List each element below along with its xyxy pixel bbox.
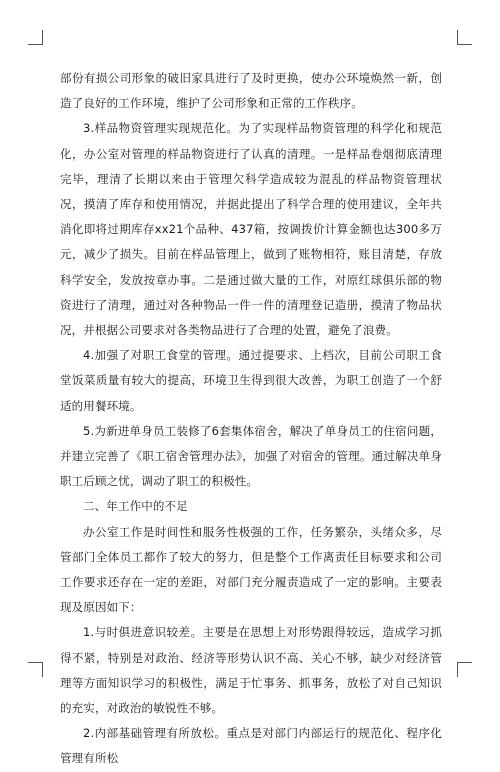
crop-mark-top-left — [28, 30, 43, 45]
paragraph-continued-environment: 部份有损公司形象的破旧家具进行了及时更换，使办公环境焕然一新，创造了良好的工作环境，维护了公司形象和正常的工作秩序。 — [60, 71, 442, 111]
crop-mark-bottom-right — [457, 662, 472, 677]
paragraph-sample-management: 3.样品物资管理实现规范化。为了实现样品物资管理的科学化和规范化，办公室对管理的样品物资进行了认真的清理。一是样品卷烟彻底清理完毕，理清了长期以来由于管理欠科学造成较为混乱的样品物资管理状况，摸清了库存和使用情况，并据此提出了科学合理的使用建议，全年共消化即将过期库存xx21个品种、437箱，按调拨价计算金额也达300多万元，减少了损失。目前在样品管理上，做到了账物相符，账目清楚，存放科学安全，发放按章办事。二是通过做大量的工作，对原红球俱乐部的物资进行了清理，通过对各种物品一件一件的清理登记造册，摸清了物品状况，并根据公司要求对各类物品进行了合理的处置，避免了浪费。 — [60, 121, 442, 338]
crop-mark-bottom-left — [28, 662, 43, 677]
document-body — [60, 66, 442, 772]
paragraph-awareness: 1.与时俱进意识较差。主要是在思想上对形势跟得较远，造成学习抓得不紧，特别是对政治、经济等形势认识不高、关心不够，缺少对经济管理等方面知识学习的积极性，满足于忙事务、抓事务，放松了对自己知识的充实，对政治的敏锐性不够。 — [60, 625, 442, 716]
section-heading-shortcomings: 二、年工作中的不足 — [83, 499, 188, 514]
paragraph-shortcomings-intro: 办公室工作是时间性和服务性极强的工作，任务繁杂，头绪众多，尽管部门全体员工都作了较大的努力，但是整个工作离责任目标要求和公司工作要求还存在一定的差距，对部门充分履责造成了一定的影响。主要表现及原因如下： — [60, 524, 442, 615]
crop-mark-top-right — [457, 30, 472, 45]
paragraph-internal-management: 2.内部基础管理有所放松。重点是对部门内部运行的规范化、程序化管理有所松 — [60, 726, 442, 766]
paragraph-canteen-management: 4.加强了对职工食堂的管理。通过提要求、上档次，目前公司职工食堂饭菜质量有较大的提高，环境卫生得到很大改善，为职工创造了一个舒适的用餐环境。 — [60, 348, 442, 413]
paragraph-dormitory: 5.为新进单身员工装修了6套集体宿舍，解决了单身员工的住宿问题，并建立完善了《职工宿舍管理办法》，加强了对宿舍的管理。通过解决单身职工后顾之忧，调动了职工的积极性。 — [60, 423, 442, 489]
